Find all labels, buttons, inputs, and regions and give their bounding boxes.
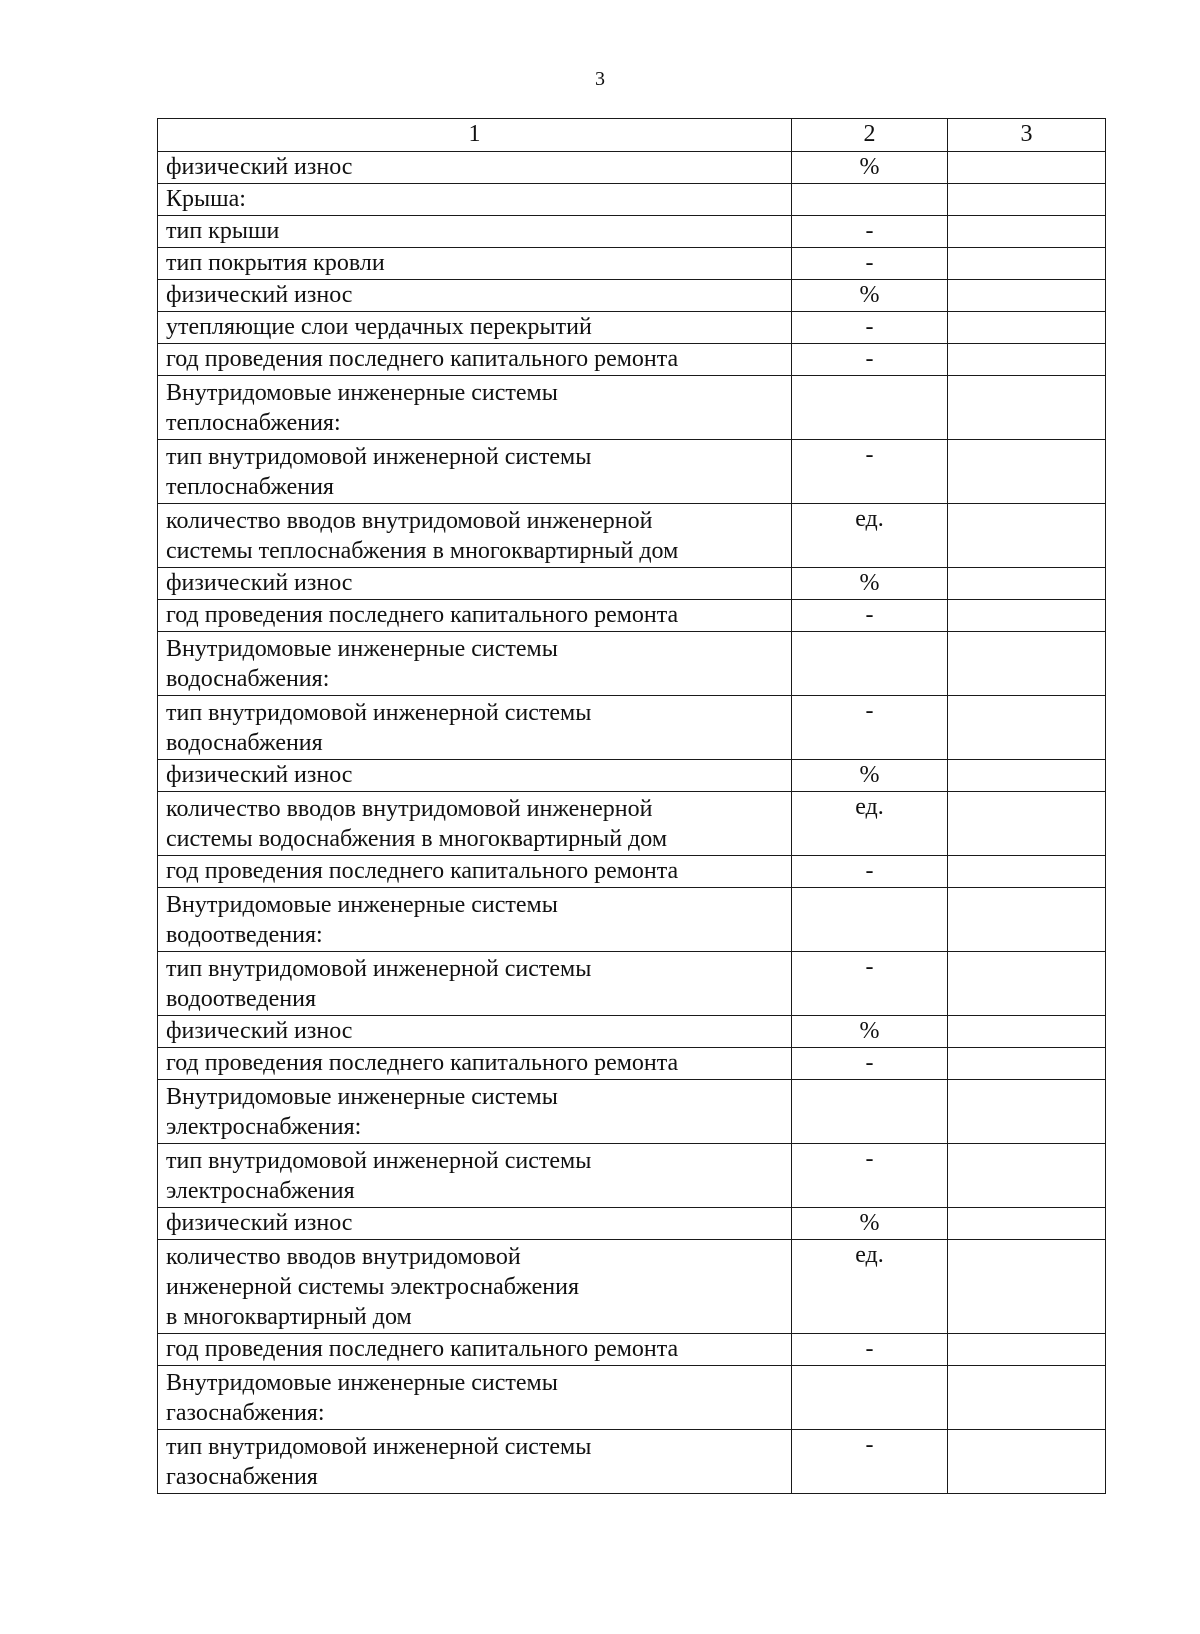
row-value xyxy=(948,792,1106,856)
row-value xyxy=(948,568,1106,600)
row-label: количество вводов внутридомовой инженерной системы теплоснабжения в многоквартирный дом xyxy=(158,504,792,568)
table-row xyxy=(158,184,1106,216)
row-value xyxy=(948,1334,1106,1366)
building-parameters-table xyxy=(157,118,1106,1494)
row-unit: % xyxy=(792,1016,948,1048)
row-value xyxy=(948,856,1106,888)
row-value xyxy=(948,1048,1106,1080)
row-unit xyxy=(792,888,948,952)
row-unit: - xyxy=(792,312,948,344)
row-unit: ед. xyxy=(792,504,948,568)
row-label: Внутридомовые инженерные системы водоснабжения: xyxy=(158,632,792,696)
table-row xyxy=(158,1208,1106,1240)
row-label: тип внутридомовой инженерной системы водоотведения xyxy=(158,952,792,1016)
table-row xyxy=(158,216,1106,248)
row-label: Внутридомовые инженерные системы водоотведения: xyxy=(158,888,792,952)
table-row xyxy=(158,344,1106,376)
row-value xyxy=(948,1080,1106,1144)
table-row xyxy=(158,600,1106,632)
table-row xyxy=(158,1080,1106,1144)
row-label: тип внутридомовой инженерной системы электроснабжения xyxy=(158,1144,792,1208)
row-unit: - xyxy=(792,952,948,1016)
row-label: год проведения последнего капитального ремонта xyxy=(158,1334,792,1366)
table-body xyxy=(158,119,1106,1494)
row-label: количество вводов внутридомовой инженерной системы электроснабжения в многоквартирный дом xyxy=(158,1240,792,1334)
row-value xyxy=(948,760,1106,792)
table-row xyxy=(158,312,1106,344)
row-value xyxy=(948,632,1106,696)
row-unit: % xyxy=(792,152,948,184)
table-row xyxy=(158,1048,1106,1080)
table-row xyxy=(158,376,1106,440)
row-unit: % xyxy=(792,280,948,312)
row-unit: - xyxy=(792,696,948,760)
row-unit: - xyxy=(792,1048,948,1080)
row-value xyxy=(948,696,1106,760)
row-label: год проведения последнего капитального ремонта xyxy=(158,344,792,376)
row-label: год проведения последнего капитального ремонта xyxy=(158,600,792,632)
table-row xyxy=(158,1334,1106,1366)
table-row xyxy=(158,1430,1106,1494)
row-value xyxy=(948,1208,1106,1240)
table-row xyxy=(158,888,1106,952)
row-label: физический износ xyxy=(158,280,792,312)
row-value xyxy=(948,1240,1106,1334)
row-unit xyxy=(792,632,948,696)
column-header-1: 1 xyxy=(158,119,792,152)
row-unit: - xyxy=(792,216,948,248)
row-unit: ед. xyxy=(792,792,948,856)
column-header-2: 2 xyxy=(792,119,948,152)
row-value xyxy=(948,440,1106,504)
table-row xyxy=(158,696,1106,760)
row-value xyxy=(948,888,1106,952)
row-unit: - xyxy=(792,856,948,888)
table-row xyxy=(158,1016,1106,1048)
row-value xyxy=(948,1366,1106,1430)
row-label: Внутридомовые инженерные системы электроснабжения: xyxy=(158,1080,792,1144)
row-value xyxy=(948,952,1106,1016)
row-value xyxy=(948,1016,1106,1048)
table-row xyxy=(158,280,1106,312)
row-unit: - xyxy=(792,248,948,280)
row-value xyxy=(948,344,1106,376)
column-header-3: 3 xyxy=(948,119,1106,152)
table-row xyxy=(158,952,1106,1016)
row-label: тип внутридомовой инженерной системы водоснабжения xyxy=(158,696,792,760)
row-unit: - xyxy=(792,1334,948,1366)
row-value xyxy=(948,280,1106,312)
row-label: физический износ xyxy=(158,152,792,184)
table-row xyxy=(158,152,1106,184)
row-value xyxy=(948,216,1106,248)
table-row xyxy=(158,632,1106,696)
row-label: утепляющие слои чердачных перекрытий xyxy=(158,312,792,344)
table-header-row xyxy=(158,119,1106,152)
row-unit: - xyxy=(792,1144,948,1208)
row-unit xyxy=(792,1366,948,1430)
row-label: год проведения последнего капитального ремонта xyxy=(158,856,792,888)
row-unit: % xyxy=(792,568,948,600)
table-row xyxy=(158,504,1106,568)
table-row xyxy=(158,248,1106,280)
row-label: Внутридомовые инженерные системы газоснабжения: xyxy=(158,1366,792,1430)
row-unit xyxy=(792,1080,948,1144)
row-value xyxy=(948,1430,1106,1494)
row-value xyxy=(948,376,1106,440)
row-value xyxy=(948,504,1106,568)
row-label: физический износ xyxy=(158,568,792,600)
row-unit: - xyxy=(792,440,948,504)
row-value xyxy=(948,152,1106,184)
table-row xyxy=(158,440,1106,504)
row-label: тип покрытия кровли xyxy=(158,248,792,280)
row-value xyxy=(948,1144,1106,1208)
row-value xyxy=(948,312,1106,344)
table-row xyxy=(158,1366,1106,1430)
row-value xyxy=(948,184,1106,216)
table-row xyxy=(158,1240,1106,1334)
row-label: Внутридомовые инженерные системы теплоснабжения: xyxy=(158,376,792,440)
row-label: физический износ xyxy=(158,760,792,792)
row-unit: - xyxy=(792,600,948,632)
page-number: 3 xyxy=(595,68,605,90)
table-row xyxy=(158,1144,1106,1208)
table-row xyxy=(158,856,1106,888)
table-row xyxy=(158,760,1106,792)
row-unit: - xyxy=(792,1430,948,1494)
row-label: тип внутридомовой инженерной системы теплоснабжения xyxy=(158,440,792,504)
row-unit xyxy=(792,184,948,216)
row-value xyxy=(948,248,1106,280)
row-label: физический износ xyxy=(158,1208,792,1240)
row-unit: - xyxy=(792,344,948,376)
row-unit: % xyxy=(792,1208,948,1240)
row-unit xyxy=(792,376,948,440)
row-unit: % xyxy=(792,760,948,792)
table-row xyxy=(158,568,1106,600)
row-label: год проведения последнего капитального ремонта xyxy=(158,1048,792,1080)
row-label: Крыша: xyxy=(158,184,792,216)
row-unit: ед. xyxy=(792,1240,948,1334)
table-row xyxy=(158,792,1106,856)
row-label: тип крыши xyxy=(158,216,792,248)
row-value xyxy=(948,600,1106,632)
row-label: физический износ xyxy=(158,1016,792,1048)
row-label: количество вводов внутридомовой инженерной системы водоснабжения в многоквартирный дом xyxy=(158,792,792,856)
row-label: тип внутридомовой инженерной системы газоснабжения xyxy=(158,1430,792,1494)
